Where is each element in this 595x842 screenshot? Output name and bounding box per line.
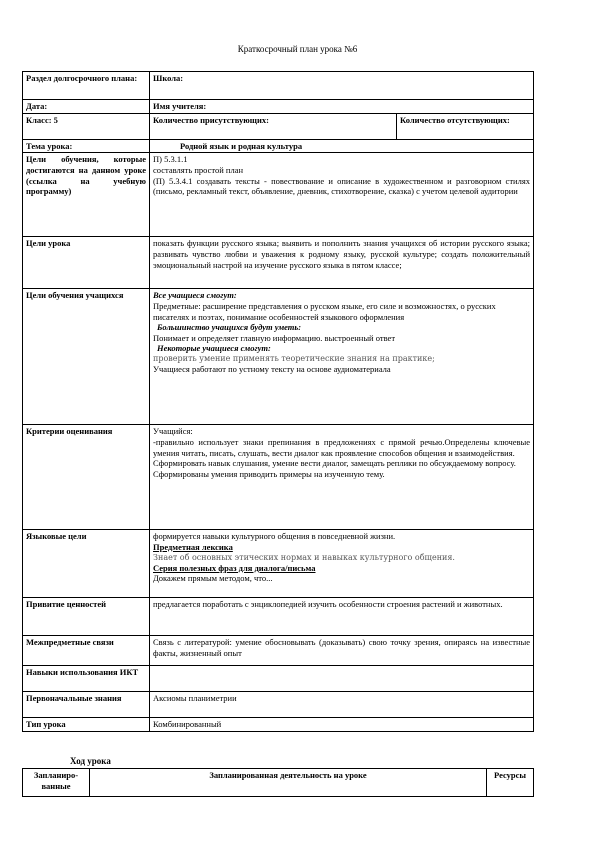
goals-cell bbox=[150, 153, 534, 237]
topic-label: Тема урока: bbox=[23, 139, 150, 153]
goals-label: Цели обучения, которые достигаются на данном уроке (ссылка на учебную программу) bbox=[23, 153, 150, 237]
hod-title: Ход урока bbox=[70, 756, 111, 766]
prior-label: Первоначальные знания bbox=[23, 692, 150, 718]
table-row bbox=[23, 139, 534, 153]
table-row bbox=[23, 636, 534, 666]
topic-value: Родной язык и родная культура bbox=[150, 139, 534, 153]
goals-line: П) 5.3.1.1 bbox=[153, 154, 188, 165]
table-row bbox=[23, 289, 534, 425]
ict-label: Навыки использования ИКТ bbox=[23, 666, 150, 692]
absent-label: Количество отсутствующих: bbox=[397, 113, 534, 139]
criteria-label: Критерии оценивания bbox=[23, 425, 150, 530]
all-students: Все учащиеся смогут: bbox=[153, 290, 237, 301]
razdel-label: Раздел долгосрочного плана: bbox=[23, 72, 150, 100]
criteria-line: Сформированы умения приводить примеры на изученную тему. bbox=[153, 468, 385, 479]
most-text: Понимает и определяет главную информацию. выстроенный ответ bbox=[153, 332, 396, 343]
learning-goals-cell bbox=[150, 289, 534, 425]
inter-label: Межпредметные связи bbox=[23, 636, 150, 666]
criteria-cell bbox=[150, 425, 534, 530]
table-row bbox=[23, 100, 534, 114]
school-label: Школа: bbox=[150, 72, 534, 100]
lesson-goals-label: Цели урока bbox=[23, 237, 150, 289]
class-label: Класс: 5 bbox=[23, 113, 150, 139]
criteria-line: -правильно использует знаки препинания в предложениях с прямой речью.Определены ключевые умения читать, писать, слушать, вести диалог как проявление способов общения и взаимодействия. bbox=[153, 436, 530, 458]
values-text: предлагается поработать с энциклопедией изучить особенности строения растений и животных. bbox=[150, 598, 534, 636]
hod-col-activity: Запланированная деятельность на уроке bbox=[90, 769, 487, 797]
values-label: Привитие ценностей bbox=[23, 598, 150, 636]
ict-value bbox=[150, 666, 534, 692]
criteria-line: Сформировать навык слушания, умение вести диалог, замещать реплики по обсуждаемому вопросу. bbox=[153, 458, 516, 469]
goals-line: (П) 5.3.4.1 создавать тексты - повествование и описание в художественном и разговорном стилях (письмо, рекламный текст, объявление, дневник, стихотворение, сказка) с учетом целевой аудитории bbox=[153, 175, 530, 197]
some-text-2: Учащиеся работают по устному тексту на основе аудиоматериала bbox=[153, 364, 391, 374]
present-label: Количество присутствующих: bbox=[150, 113, 397, 139]
lang-cell bbox=[150, 530, 534, 598]
type-label: Тип урока bbox=[23, 718, 150, 732]
hod-col-planned: Запланиро- ванные bbox=[23, 769, 90, 797]
table-row bbox=[23, 530, 534, 598]
table-row bbox=[23, 113, 534, 139]
lang-line: Предметная лексика bbox=[153, 541, 233, 552]
hod-col-resources: Ресурсы bbox=[487, 769, 534, 797]
page-title: Краткосрочный план урока №6 bbox=[237, 44, 358, 54]
table-row bbox=[23, 692, 534, 718]
table-row bbox=[23, 769, 534, 797]
goals-line: составлять простой план bbox=[153, 164, 244, 175]
hod-table bbox=[22, 768, 534, 797]
table-row bbox=[23, 237, 534, 289]
inter-text: Связь с литературой: умение обосновывать (доказывать) свою точку зрения, опираясь на известные факты, жизненный опыт bbox=[150, 636, 534, 666]
lang-line: Докажем прямым методом, что... bbox=[153, 573, 273, 584]
most-students: Большинство учащихся будут уметь: bbox=[157, 322, 302, 333]
table-row bbox=[23, 72, 534, 100]
table-row bbox=[23, 153, 534, 237]
lang-line: Знает об основных этических нормах и навыках культурного общения. bbox=[153, 552, 455, 562]
table-row bbox=[23, 666, 534, 692]
some-text: проверить умение применять теоретические знания на практике; bbox=[153, 354, 435, 363]
table-row bbox=[23, 425, 534, 530]
table-row bbox=[23, 718, 534, 732]
some-students: Некоторые учащиеся смогут: bbox=[157, 343, 271, 354]
lesson-plan-table bbox=[22, 71, 534, 732]
criteria-line: Учащийся: bbox=[153, 426, 193, 437]
learning-goals-label: Цели обучения учащихся bbox=[23, 289, 150, 425]
lang-label: Языковые цели bbox=[23, 530, 150, 598]
type-text: Комбинированный bbox=[150, 718, 534, 732]
date-label: Дата: bbox=[23, 100, 150, 114]
lang-line: Серия полезных фраз для диалога/письма bbox=[153, 562, 316, 573]
lesson-goals-text: показать функции русского языка; выявить и пополнить знания учащихся об истории русского языка; развивать чувство любви и уважения к родному языку, русской культуре; создать положительный эмоциональный настрой на изучение русского языка в пятом классе; bbox=[150, 237, 534, 289]
teacher-label: Имя учителя: bbox=[150, 100, 534, 114]
prior-text: Аксиомы планиметрии bbox=[150, 692, 534, 718]
lang-line: формируется навыки культурного общения в повседневной жизни. bbox=[153, 531, 396, 542]
subject-text: Предметные: расширение представления о русском языке, его силе и возможностях, о русских писателях и поэтах, понимание особенностей языкового оформления bbox=[153, 300, 496, 322]
table-row bbox=[23, 598, 534, 636]
